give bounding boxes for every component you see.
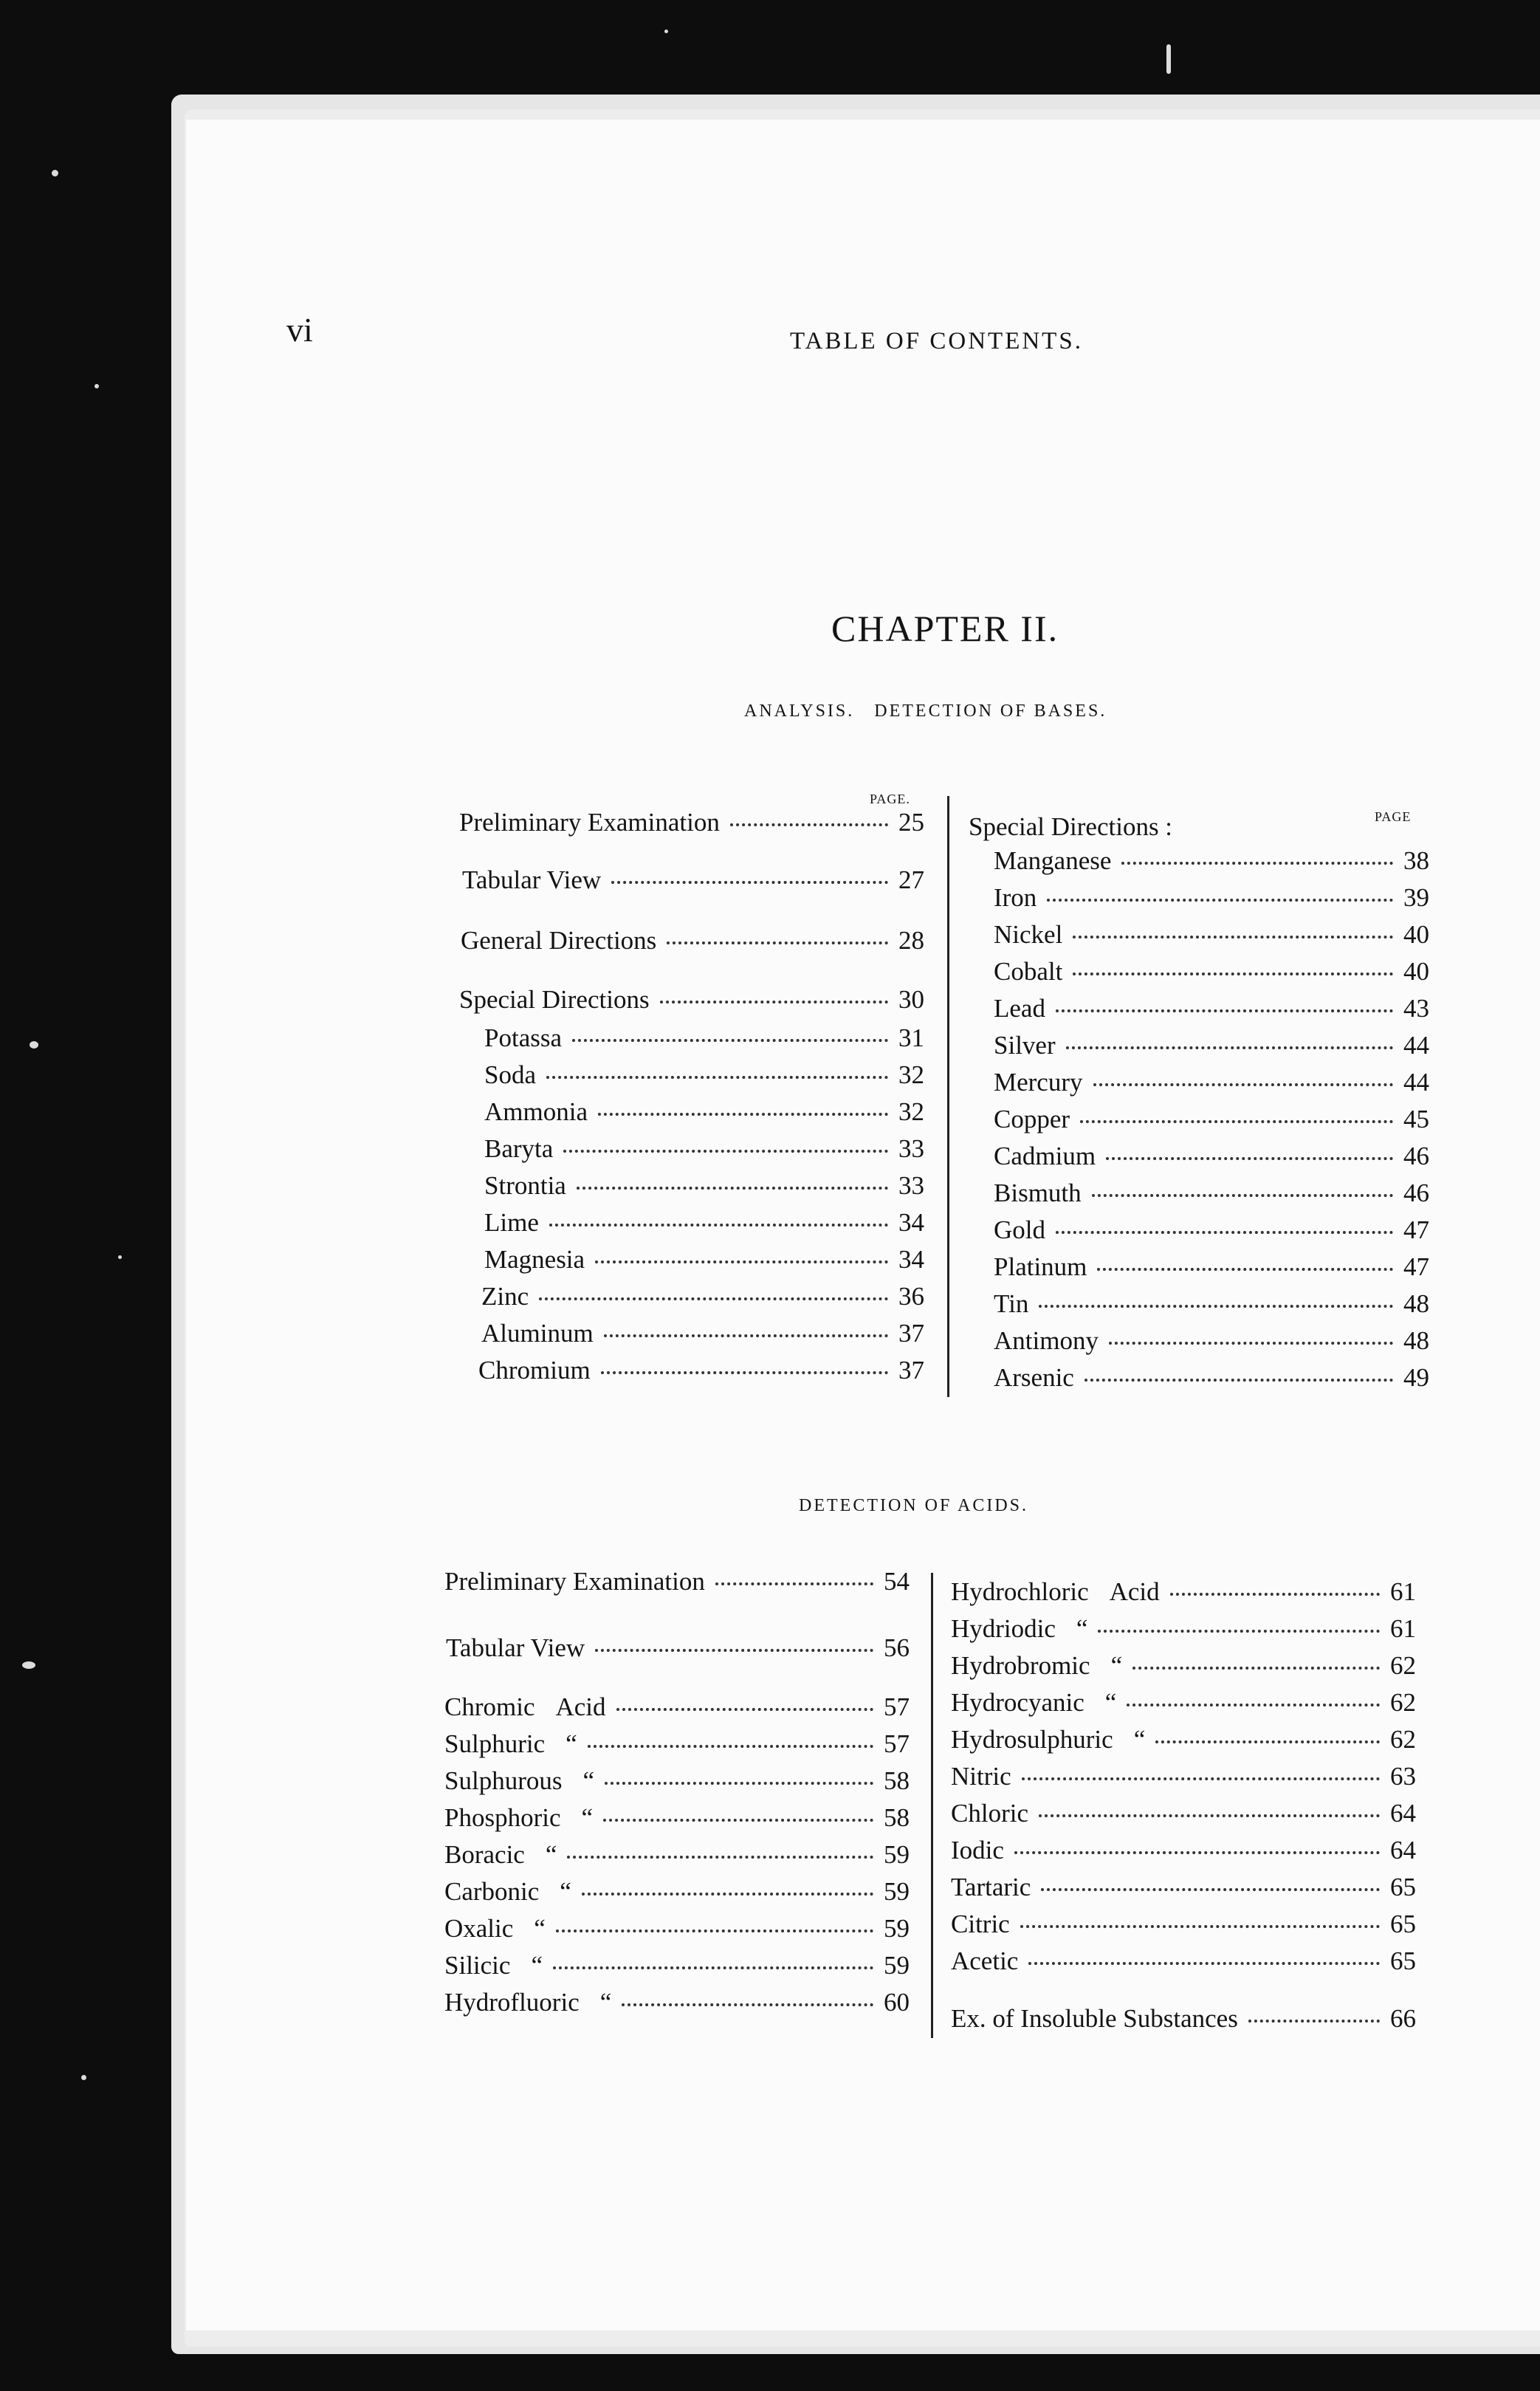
dot-leader xyxy=(1020,1925,1380,1928)
toc-entry-label: Chromium xyxy=(478,1356,591,1385)
toc-entry-word: “ xyxy=(599,1988,612,2017)
toc-entry xyxy=(951,1799,1416,1828)
toc-entry-word: “ xyxy=(560,1877,571,1906)
toc-entry-page: 34 xyxy=(898,1245,924,1274)
toc-entry-page: 31 xyxy=(898,1023,924,1052)
toc-entry-word: “ xyxy=(531,1951,543,1980)
toc-entry-page: 58 xyxy=(884,1803,910,1832)
dot-leader xyxy=(1093,1083,1393,1086)
toc-entry-label: Tartaric xyxy=(951,1873,1031,1901)
toc-entry-page: 66 xyxy=(1390,2004,1416,2033)
toc-entry-page: 59 xyxy=(884,1951,910,1980)
toc-entry-label: Cobalt xyxy=(994,957,1063,986)
toc-entry-page: 58 xyxy=(884,1766,910,1795)
toc-entry xyxy=(484,1060,924,1090)
toc-entry-page: 37 xyxy=(898,1356,924,1385)
dot-leader xyxy=(1028,1962,1380,1965)
toc-entry xyxy=(951,1688,1416,1718)
toc-entry-page: 47 xyxy=(1403,1215,1429,1244)
dot-leader xyxy=(1073,972,1393,975)
toc-entry xyxy=(444,1766,910,1796)
toc-entry xyxy=(951,1873,1416,1902)
toc-entry-page: 44 xyxy=(1403,1068,1429,1097)
dot-leader xyxy=(622,2003,873,2006)
toc-entry-page: 59 xyxy=(884,1840,910,1869)
toc-entry-page: 62 xyxy=(1390,1725,1416,1754)
dot-leader xyxy=(1056,1009,1393,1012)
toc-entry-label: Iron xyxy=(994,883,1037,912)
toc-entry-page: 38 xyxy=(1403,846,1429,875)
toc-entry xyxy=(951,1910,1416,1939)
dot-leader xyxy=(730,823,888,826)
dot-leader xyxy=(604,1334,888,1337)
toc-entry-label: Baryta xyxy=(484,1134,554,1163)
dot-leader xyxy=(1039,1305,1393,1308)
dot-leader xyxy=(1080,1120,1393,1123)
toc-entry-word: “ xyxy=(545,1840,557,1869)
toc-entry xyxy=(459,985,924,1015)
dot-leader xyxy=(582,1893,873,1896)
page-column-label: PAGE xyxy=(1375,809,1412,824)
toc-entry-page: 45 xyxy=(1403,1105,1429,1133)
toc-entry-label: Platinum xyxy=(994,1252,1087,1281)
dot-leader xyxy=(1066,1046,1393,1049)
toc-entry-word: “ xyxy=(582,1766,595,1795)
toc-entry-label: Chloric xyxy=(951,1799,1028,1828)
toc-entry xyxy=(484,1208,924,1238)
toc-entry-page: 49 xyxy=(1403,1363,1429,1392)
toc-entry-page: 32 xyxy=(898,1097,924,1126)
toc-entry-page: 65 xyxy=(1390,1946,1416,1975)
toc-entry xyxy=(444,1803,910,1833)
toc-entry-label: Strontia xyxy=(484,1171,566,1200)
toc-entry xyxy=(994,1179,1429,1208)
dot-leader xyxy=(595,1649,873,1652)
dot-leader xyxy=(1097,1268,1393,1271)
toc-entry-label: Tin xyxy=(994,1289,1029,1318)
toc-entry-page: 44 xyxy=(1403,1031,1429,1060)
toc-entry-page: 25 xyxy=(898,808,924,837)
toc-entry-label: Hydrocyanic xyxy=(951,1688,1084,1717)
toc-entry-page: 46 xyxy=(1403,1179,1429,1207)
toc-entry-label: Magnesia xyxy=(484,1245,585,1274)
dot-leader xyxy=(660,1001,888,1004)
toc-entry-page: 33 xyxy=(898,1134,924,1163)
toc-entry-page: 57 xyxy=(884,1729,910,1758)
toc-entry-label: Silicic xyxy=(444,1951,511,1980)
scan-speck xyxy=(664,30,668,33)
dot-leader xyxy=(1127,1704,1380,1706)
dot-leader xyxy=(1132,1667,1380,1670)
toc-entry xyxy=(994,846,1429,876)
dot-leader xyxy=(595,1260,888,1263)
toc-entry xyxy=(484,1171,924,1201)
toc-entry-label: Chromic xyxy=(444,1692,535,1721)
toc-entry-label: Nickel xyxy=(994,920,1063,949)
scan-speck xyxy=(94,384,99,388)
toc-entry-label: Special Directions xyxy=(459,985,650,1014)
toc-entry xyxy=(444,1988,910,2017)
toc-entry xyxy=(951,1946,1416,1976)
toc-entry-label: Bismuth xyxy=(994,1179,1082,1207)
toc-entry-label: Lime xyxy=(484,1208,539,1237)
toc-entry-page: 36 xyxy=(898,1282,924,1311)
dot-leader xyxy=(549,1224,888,1227)
toc-entry-page: 46 xyxy=(1403,1142,1429,1170)
toc-entry-label: Ammonia xyxy=(484,1097,588,1126)
toc-entry-word: “ xyxy=(1076,1614,1088,1643)
toc-entry-label: Hydrofluoric xyxy=(444,1988,580,2017)
toc-entry xyxy=(951,1762,1416,1791)
dot-leader xyxy=(605,1782,873,1785)
toc-entry-page: 57 xyxy=(884,1692,910,1721)
scan-speck xyxy=(22,1661,35,1669)
toc-entry-label: Potassa xyxy=(484,1023,562,1052)
toc-entry-page: 30 xyxy=(898,985,924,1014)
dot-leader xyxy=(1092,1194,1393,1197)
chapter-title: CHAPTER II. xyxy=(831,608,1059,649)
dot-leader xyxy=(577,1187,888,1190)
toc-entry xyxy=(994,1289,1429,1319)
toc-entry-page: 59 xyxy=(884,1914,910,1943)
toc-entry xyxy=(484,1097,924,1127)
toc-entry-label: Carbonic xyxy=(444,1877,540,1906)
scan-speck xyxy=(30,1041,38,1049)
toc-entry xyxy=(444,1692,910,1722)
toc-entry xyxy=(994,1068,1429,1097)
toc-entry xyxy=(994,1142,1429,1171)
toc-entry-label: Ex. of Insoluble Substances xyxy=(951,2004,1238,2033)
toc-entry xyxy=(951,1651,1416,1681)
column-divider xyxy=(931,1573,933,2038)
toc-entry xyxy=(459,808,924,837)
toc-entry-label: Preliminary Examination xyxy=(459,808,720,837)
scan-speck xyxy=(1166,44,1171,74)
toc-entry-word: “ xyxy=(534,1914,546,1943)
toc-entry-page: 59 xyxy=(884,1877,910,1906)
dot-leader xyxy=(1121,862,1393,865)
toc-entry xyxy=(951,2004,1416,2034)
bases-section-heading: ANALYSIS. DETECTION OF BASES. xyxy=(744,701,1107,721)
toc-entry-label: Aluminum xyxy=(481,1319,594,1348)
dot-leader xyxy=(1109,1342,1393,1345)
toc-entry-page: 39 xyxy=(1403,883,1429,912)
toc-entry xyxy=(994,1252,1429,1282)
toc-entry xyxy=(462,865,924,895)
toc-entry-page: 60 xyxy=(884,1988,910,2017)
toc-entry-word: “ xyxy=(581,1803,594,1832)
toc-entry-page: 62 xyxy=(1390,1651,1416,1680)
toc-entry xyxy=(461,926,924,956)
dot-leader xyxy=(539,1297,888,1300)
toc-entry xyxy=(444,1567,910,1596)
toc-entry-page: 61 xyxy=(1390,1614,1416,1643)
toc-entry xyxy=(994,1363,1429,1393)
toc-entry-label: Hydrobromic xyxy=(951,1651,1090,1680)
toc-entry-word: “ xyxy=(1133,1725,1146,1754)
toc-entry xyxy=(994,1215,1429,1245)
toc-entry-label: Tabular View xyxy=(462,865,602,894)
scan-speck xyxy=(81,2075,86,2080)
toc-entry xyxy=(951,1836,1416,1865)
toc-entry-label: Silver xyxy=(994,1031,1056,1060)
toc-entry xyxy=(444,1840,910,1870)
toc-entry xyxy=(444,1914,910,1944)
toc-entry-page: 54 xyxy=(884,1567,910,1596)
toc-entry-page: 32 xyxy=(898,1060,924,1089)
toc-entry xyxy=(994,920,1429,950)
toc-entry-label: Phosphoric xyxy=(444,1803,561,1832)
toc-entry-label: Mercury xyxy=(994,1068,1083,1097)
toc-entry-page: 64 xyxy=(1390,1799,1416,1828)
toc-entry-page: 65 xyxy=(1390,1910,1416,1938)
toc-entry-label: Iodic xyxy=(951,1836,1004,1865)
toc-entry xyxy=(994,1105,1429,1134)
dot-leader xyxy=(563,1150,888,1153)
toc-entry-label: Oxalic xyxy=(444,1914,514,1943)
toc-entry-label: Sulphurous xyxy=(444,1766,563,1795)
toc-entry-label: Nitric xyxy=(951,1762,1011,1791)
dot-leader xyxy=(1073,936,1393,939)
dot-leader xyxy=(598,1113,888,1116)
dot-leader xyxy=(1106,1157,1393,1160)
toc-entry-label: Gold xyxy=(994,1215,1045,1244)
toc-entry xyxy=(446,1633,910,1663)
scan-speck xyxy=(52,170,58,176)
toc-entry-label: Sulphuric xyxy=(444,1729,546,1758)
column-divider xyxy=(947,796,949,1397)
toc-entry xyxy=(478,1356,924,1385)
toc-entry-label: Boracic xyxy=(444,1840,525,1869)
toc-entry-page: 27 xyxy=(898,865,924,894)
toc-entry xyxy=(994,957,1429,987)
dot-leader xyxy=(567,1856,873,1859)
toc-entry-page: 48 xyxy=(1403,1326,1429,1355)
toc-entry xyxy=(951,1577,1416,1607)
toc-entry-label: Acetic xyxy=(951,1946,1019,1975)
toc-entry xyxy=(994,1031,1429,1060)
dot-leader xyxy=(1047,899,1393,902)
dot-leader xyxy=(1022,1777,1380,1780)
toc-entry-page: 43 xyxy=(1403,994,1429,1023)
toc-entry xyxy=(951,1614,1416,1644)
toc-entry xyxy=(484,1023,924,1053)
toc-entry xyxy=(994,1326,1429,1356)
toc-entry-page: 64 xyxy=(1390,1836,1416,1865)
toc-entry-label: Citric xyxy=(951,1910,1010,1938)
toc-entry-label: Cadmium xyxy=(994,1142,1096,1170)
toc-entry-label: Tabular View xyxy=(446,1633,585,1662)
toc-entry-label: Hydrochloric xyxy=(951,1577,1089,1606)
toc-entry-page: 62 xyxy=(1390,1688,1416,1717)
dot-leader xyxy=(1084,1379,1393,1382)
dot-leader xyxy=(1248,2020,1380,2023)
toc-entry-label: Lead xyxy=(994,994,1045,1023)
toc-entry-page: 56 xyxy=(884,1633,910,1662)
dot-leader xyxy=(667,941,888,944)
page-column-label: PAGE. xyxy=(870,792,910,806)
toc-entry xyxy=(444,1877,910,1907)
dot-leader xyxy=(611,881,888,884)
toc-entry-label: Antimony xyxy=(994,1326,1099,1355)
toc-subheading xyxy=(969,812,1172,842)
dot-leader xyxy=(1041,1888,1380,1891)
toc-entry-word: Acid xyxy=(555,1692,606,1721)
dot-leader xyxy=(546,1076,888,1079)
dot-leader xyxy=(616,1708,873,1711)
toc-entry xyxy=(484,1134,924,1164)
acids-section-heading: DETECTION OF ACIDS. xyxy=(799,1496,1029,1515)
toc-entry xyxy=(444,1951,910,1980)
toc-entry-label: Hydrosulphuric xyxy=(951,1725,1113,1754)
dot-leader xyxy=(1098,1630,1380,1633)
dot-leader xyxy=(603,1819,873,1822)
dot-leader xyxy=(1170,1593,1380,1596)
toc-entry-label: General Directions xyxy=(461,926,657,955)
toc-entry-page: 40 xyxy=(1403,957,1429,986)
toc-entry-label: Zinc xyxy=(481,1282,529,1311)
page-number: vi xyxy=(286,311,313,349)
toc-entry-word: “ xyxy=(1110,1651,1123,1680)
scan-speck xyxy=(118,1255,122,1259)
toc-entry-label: Arsenic xyxy=(994,1363,1074,1392)
running-head: TABLE OF CONTENTS. xyxy=(790,328,1083,354)
toc-entry-page: 34 xyxy=(898,1208,924,1237)
toc-entry-label: Hydriodic xyxy=(951,1614,1056,1643)
toc-entry-word: “ xyxy=(1104,1688,1117,1717)
toc-entry-page: 47 xyxy=(1403,1252,1429,1281)
toc-entry-page: 28 xyxy=(898,926,924,955)
toc-entry xyxy=(994,883,1429,913)
toc-entry-page: 63 xyxy=(1390,1762,1416,1791)
toc-entry xyxy=(994,994,1429,1023)
dot-leader xyxy=(1155,1740,1380,1743)
dot-leader xyxy=(715,1582,873,1585)
toc-subheading-label: Special Directions : xyxy=(969,812,1173,841)
dot-leader xyxy=(556,1929,873,1932)
dot-leader xyxy=(588,1745,873,1748)
dot-leader xyxy=(1014,1851,1380,1854)
toc-entry xyxy=(444,1729,910,1759)
toc-entry xyxy=(481,1319,924,1348)
toc-entry-page: 61 xyxy=(1390,1577,1416,1606)
dot-leader xyxy=(553,1966,873,1969)
dot-leader xyxy=(1039,1814,1380,1817)
dot-leader xyxy=(572,1039,888,1042)
toc-entry-word: Acid xyxy=(1109,1577,1160,1606)
dot-leader xyxy=(1056,1231,1393,1234)
toc-entry-page: 33 xyxy=(898,1171,924,1200)
toc-entry-page: 40 xyxy=(1403,920,1429,949)
toc-entry-label: Manganese xyxy=(994,846,1112,875)
toc-entry-label: Soda xyxy=(484,1060,536,1089)
toc-entry-page: 65 xyxy=(1390,1873,1416,1901)
toc-entry xyxy=(951,1725,1416,1754)
toc-entry-word: “ xyxy=(566,1729,577,1758)
toc-entry xyxy=(481,1282,924,1311)
toc-entry-page: 48 xyxy=(1403,1289,1429,1318)
toc-entry xyxy=(484,1245,924,1275)
dot-leader xyxy=(601,1371,888,1374)
toc-entry-page: 37 xyxy=(898,1319,924,1348)
toc-entry-label: Preliminary Examination xyxy=(444,1567,705,1596)
toc-entry-label: Copper xyxy=(994,1105,1070,1133)
